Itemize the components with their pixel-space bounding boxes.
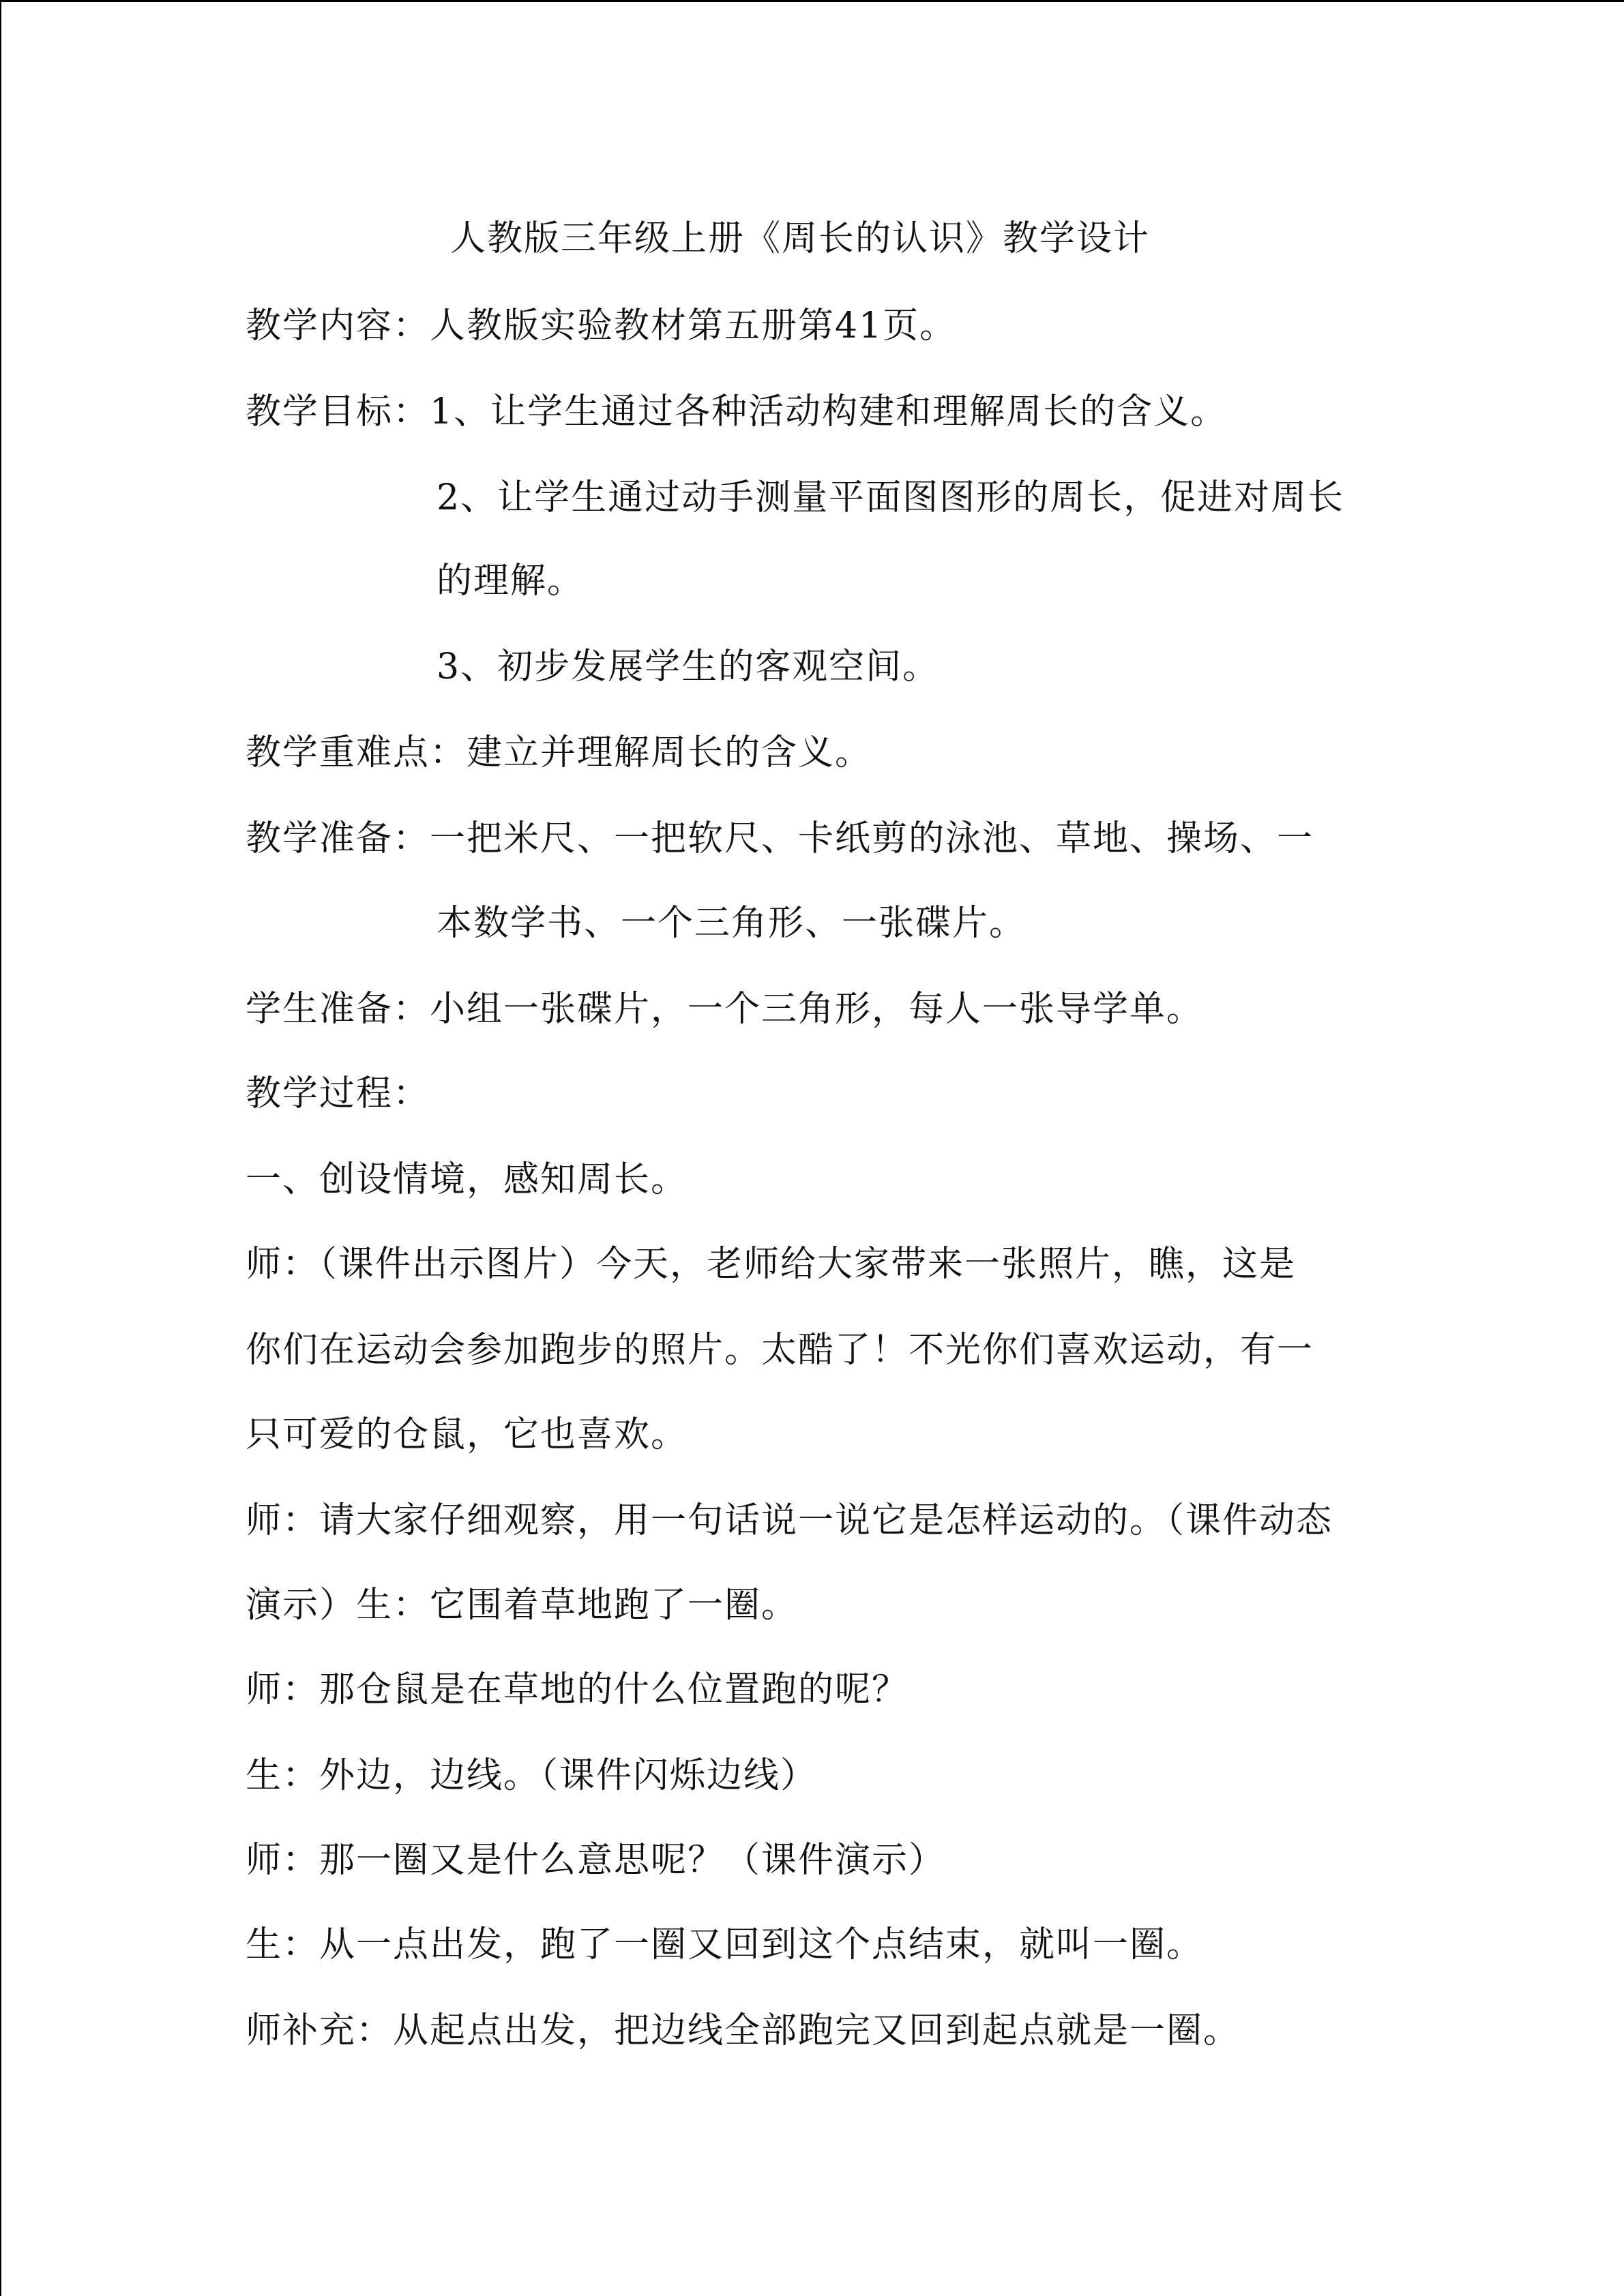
document-title: 人教版三年级上册《周长的认识》教学设计 — [450, 218, 1151, 259]
paragraph-line: 师补充：从起点出发，把边线全部跑完又回到起点就是一圈。 — [246, 2010, 1241, 2051]
student-prep: 学生准备：小组一张碟片，一个三角形，每人一张导学单。 — [246, 989, 1204, 1030]
teaching-prep-cont: 本数学书、一个三角形、一张碟片。 — [437, 903, 1027, 944]
paragraph-line: 师：那仓鼠是在草地的什么位置跑的呢？ — [246, 1669, 909, 1710]
teaching-goal-2: 2、让学生通过动手测量平面图图形的周长，促进对周长 — [437, 477, 1345, 518]
paragraph-line: 生：外边，边线。（课件闪烁边线） — [246, 1755, 818, 1796]
paragraph-line: 你们在运动会参加跑步的照片。太酷了！不光你们喜欢运动，有一 — [246, 1330, 1314, 1371]
teaching-goal-2-cont: 的理解。 — [437, 561, 585, 601]
paragraph-line: 生：从一点出发，跑了一圈又回到这个点结束，就叫一圈。 — [246, 1924, 1204, 1965]
paragraph-line: 师：那一圈又是什么意思呢？（课件演示） — [246, 1840, 946, 1881]
paragraph-line: 师：请大家仔细观察，用一句话说一说它是怎样运动的。（课件动态 — [246, 1500, 1333, 1541]
teaching-goals: 教学目标：1、让学生通过各种活动构建和理解周长的含义。 — [246, 391, 1228, 432]
paragraph-line: 演示）生：它围着草地跑了一圈。 — [246, 1585, 799, 1626]
paragraph-line: 只可爱的仓鼠，它也喜欢。 — [246, 1414, 688, 1455]
teaching-content: 教学内容：人教版实验教材第五册第41页。 — [246, 305, 957, 346]
teaching-goal-3: 3、初步发展学生的客观空间。 — [437, 646, 940, 687]
paragraph-line: 师：（课件出示图片）今天，老师给大家带来一张照片，瞧，这是 — [246, 1244, 1297, 1285]
teaching-prep: 教学准备：一把米尺、一把软尺、卡纸剪的泳池、草地、操场、一 — [246, 818, 1314, 859]
section-1-heading: 一、创设情境，感知周长。 — [246, 1159, 688, 1200]
teaching-process-heading: 教学过程： — [246, 1073, 430, 1114]
key-difficulties: 教学重难点：建立并理解周长的含义。 — [246, 732, 872, 773]
